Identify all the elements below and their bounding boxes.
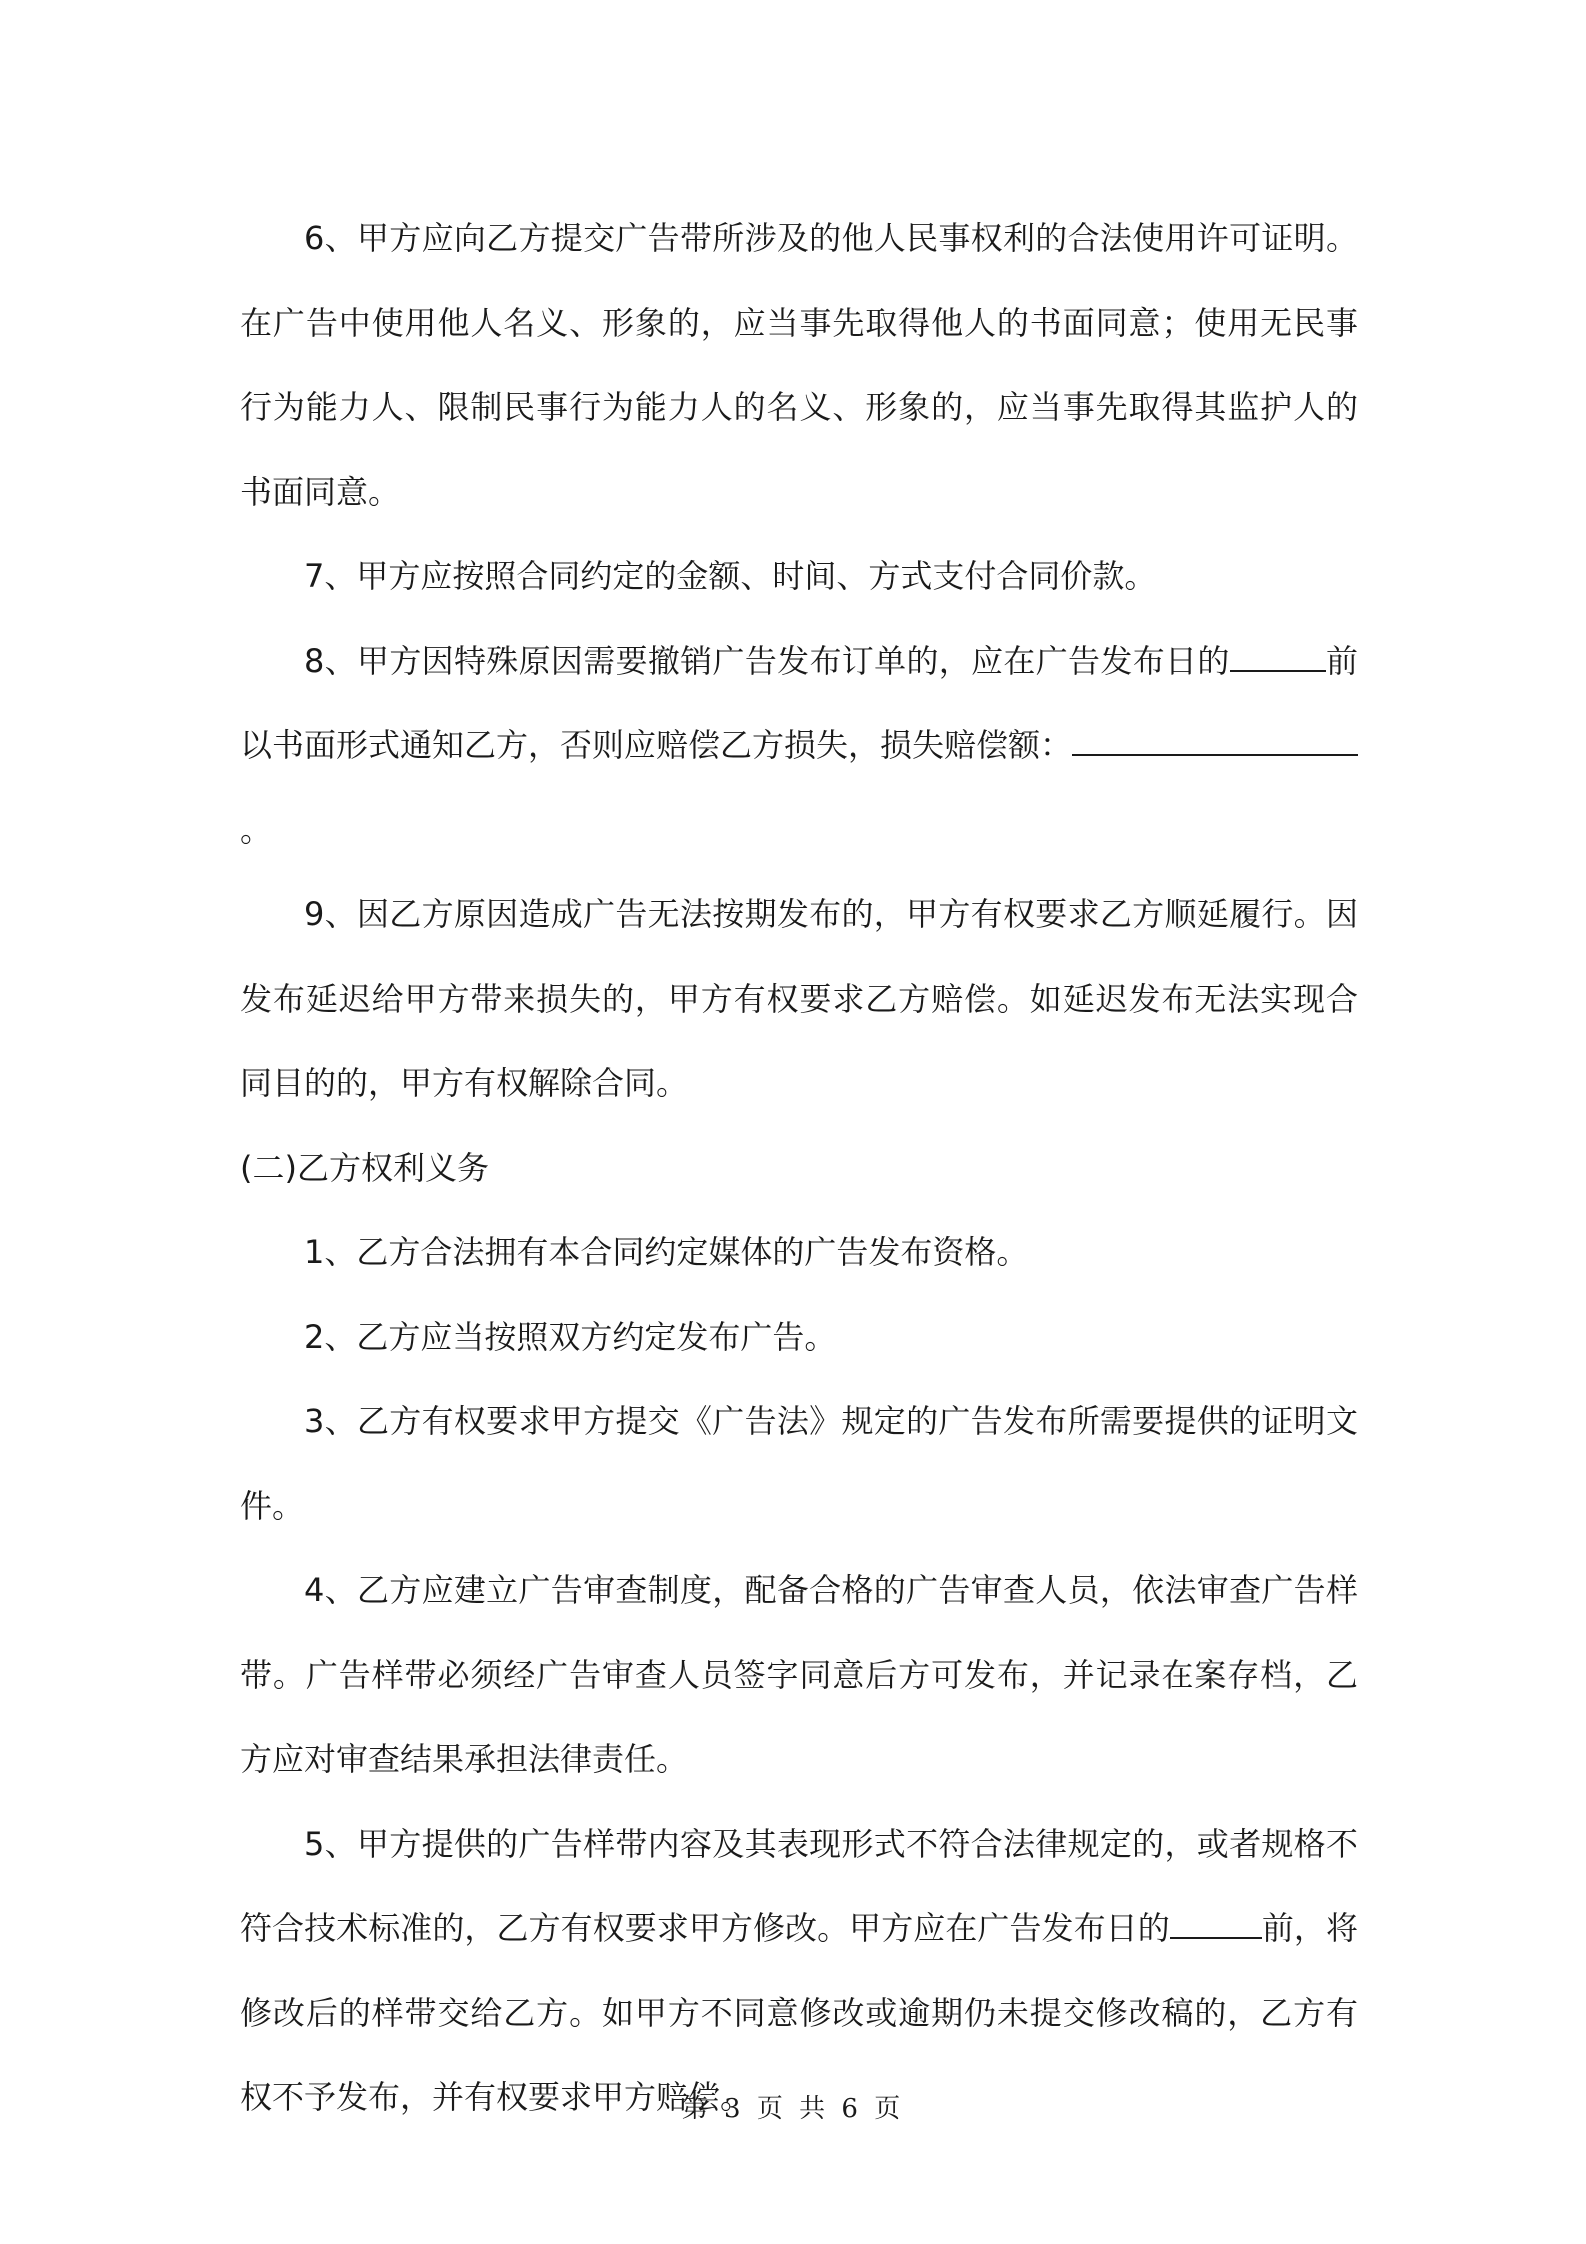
clause-a8-text-start: 8、甲方因特殊原因需要撤销广告发布订单的，应在广告发布日的: [304, 641, 1230, 680]
clause-b2-text: 2、乙方应当按照双方约定发布广告。: [304, 1317, 837, 1356]
blank-cancel-deadline: [1230, 642, 1326, 672]
section-heading-text: (二)乙方权利义务: [240, 1148, 489, 1187]
clause-b2: [240, 1295, 1358, 1380]
clause-a7-text: 7、甲方应按照合同约定的金额、时间、方式支付合同价款。: [304, 557, 1157, 595]
clause-a9-text: 9、因乙方原因造成广告无法按期发布的，甲方有权要求乙方顺延履行。因发布延迟给甲方带来损失的，甲方有权要求乙方赔偿。如延迟发布无法实现合同目的的，甲方有权解除合同。: [240, 895, 1358, 1102]
clause-a6-text: 6、甲方应向乙方提交广告带所涉及的他人民事权利的合法使用许可证明。在广告中使用他人名义、形象的，应当事先取得他人的书面同意；使用无民事行为能力人、限制民事行为能力人的名义、形象的，应当事先取得其监护人的书面同意。: [240, 219, 1358, 511]
clause-b5-text-end: 前，将修改后的样带交给乙方。如甲方不同意修改或逾期仍未提交修改稿的，乙方有权不予发布，并有权要求甲方赔偿。: [240, 1909, 1358, 2116]
page-number-footer: [0, 2088, 1586, 2125]
clause-b4: [240, 1548, 1358, 1802]
clause-b4-text: 4、乙方应建立广告审查制度，配备合格的广告审查人员，依法审查广告样带。广告样带必须经广告审查人员签字同意后方可发布，并记录在案存档，乙方应对审查结果承担法律责任。: [240, 1571, 1358, 1778]
page-number-label: 第 3 页 共 6 页: [681, 2094, 905, 2124]
clause-b1-text: 1、乙方合法拥有本合同约定媒体的广告发布资格。: [304, 1233, 1029, 1271]
clause-b3-text: 3、乙方有权要求甲方提交《广告法》规定的广告发布所需要提供的证明文件。: [240, 1402, 1358, 1525]
clause-b1: [240, 1210, 1358, 1295]
blank-revision-deadline: [1170, 1909, 1262, 1939]
clause-a8-text-middle: 前以书面形式通知乙方，否则应赔偿乙方损失，损失赔偿额：: [240, 641, 1358, 764]
contract-body: [240, 196, 1358, 2140]
section-heading-party-b: [240, 1126, 1358, 1211]
clause-a9: [240, 872, 1358, 1126]
clause-a8-text-end: 。: [240, 810, 273, 849]
clause-b3: [240, 1379, 1358, 1548]
clause-a7: [240, 534, 1358, 619]
clause-a8: [240, 619, 1358, 873]
clause-b5-text-start: 5、甲方提供的广告样带内容及其表现形式不符合法律规定的，或者规格不符合技术标准的，乙方有权要求甲方修改。甲方应在广告发布日的: [240, 1824, 1358, 1947]
blank-compensation-amount: [1072, 726, 1358, 756]
clause-a6: [240, 196, 1358, 534]
